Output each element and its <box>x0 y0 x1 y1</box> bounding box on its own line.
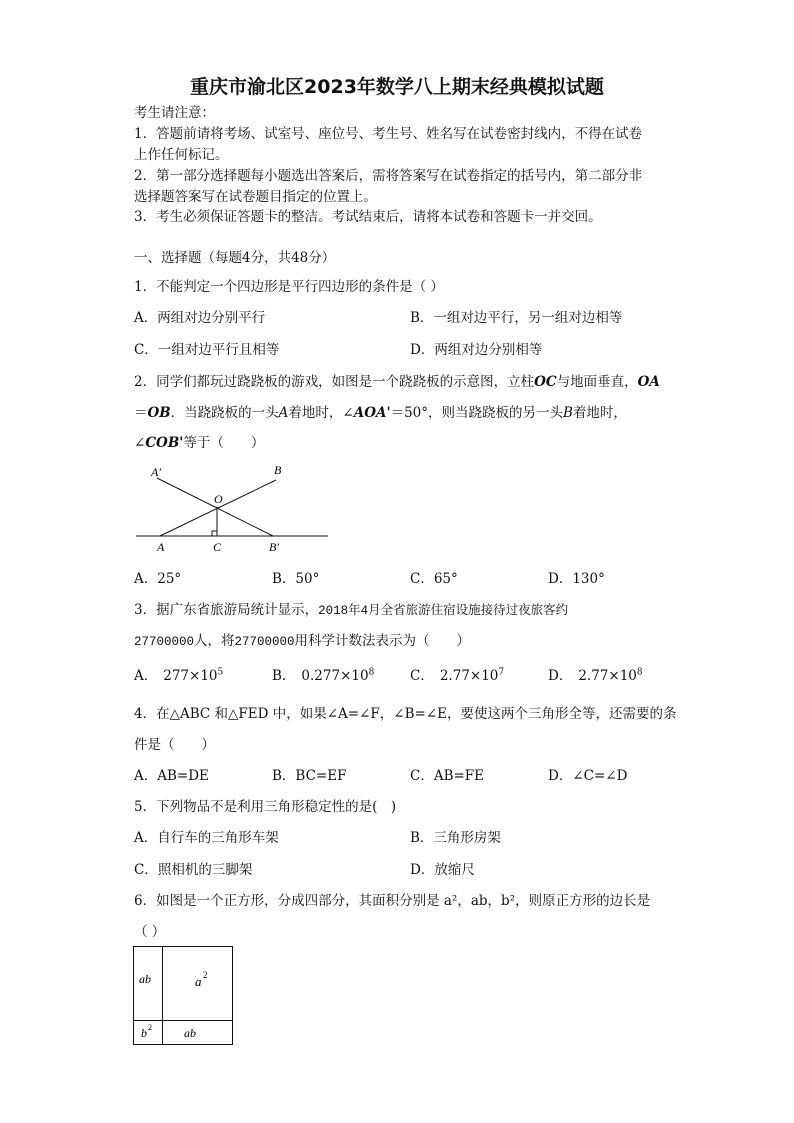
q6-stem-line-1: 6．如图是一个正方形，分成四部分，其面积分别是 a²，ab，b²，则原正方形的边长是 <box>134 893 651 909</box>
q2-stem-line-1 <box>134 370 660 390</box>
notice-line-5: 3．考生必须保证答题卡的整洁。考试结束后，请将本试卷和答题卡一并交回。 <box>134 209 602 225</box>
q2-stem-line-3 <box>134 431 264 451</box>
q3-option-a <box>134 664 223 684</box>
q2-a: A <box>278 405 289 421</box>
q2-oc: OC <box>534 374 557 390</box>
q4-option-c: C．AB=FE <box>410 768 485 784</box>
q1-option-d: D．两组对边分别相等 <box>410 342 543 358</box>
q4-option-d: D．∠C=∠D <box>548 768 628 784</box>
q3-option-b <box>272 664 374 684</box>
q3-option-label: A． <box>134 668 158 684</box>
q1-option-b: B．一组对边平行，另一组对边相等 <box>410 310 623 326</box>
q3-option-value: 277×10 <box>163 668 218 684</box>
q3-option-exponent: 8 <box>368 667 375 678</box>
label-o: O <box>214 492 223 506</box>
q2-text: ＝ <box>134 405 148 421</box>
notice-line-3: 2．第一部分选择题每小题选出答案后，需将答案写在试卷指定的括号内，第二部分非 <box>134 168 643 184</box>
square-area-diagram <box>133 946 234 1046</box>
q3-option-label: D． <box>548 668 573 684</box>
label-b: B <box>274 463 282 477</box>
q2-text: ．当跷跷板的一头 <box>170 405 279 421</box>
right-angle-mark <box>212 531 217 536</box>
q2-oa: OA <box>637 374 660 390</box>
q3-text: 2018年4月全省旅游住宿设施接待过夜旅客约 <box>318 604 569 618</box>
cell-bottom-right-ab: ab <box>184 1026 196 1040</box>
seesaw-diagram <box>130 460 335 560</box>
notice-line-2: 上作任何标记。 <box>134 147 229 163</box>
q3-option-d <box>548 664 643 684</box>
q5-option-d: D．放缩尺 <box>410 862 475 878</box>
label-a: A <box>157 540 165 554</box>
q3-option-value: 2.77×10 <box>578 668 637 684</box>
q5-option-b: B．三角形房架 <box>410 830 501 846</box>
q2-ob: OB <box>147 405 171 421</box>
q3-number: 27700000 <box>134 635 195 649</box>
cell-top-left-ab: ab <box>139 972 151 986</box>
q2-cob: COB' <box>145 435 184 451</box>
q3-option-value: 2.77×10 <box>439 668 499 684</box>
q3-text: 3．据广东省旅游局统计显示， <box>134 602 319 618</box>
label-c: C <box>213 540 222 554</box>
q2-text: 着地时，∠ <box>288 405 354 421</box>
q1-option-a: A．两组对边分别平行 <box>134 310 266 326</box>
q4-stem-line-2: 件是（ ） <box>134 737 215 753</box>
cell-top-right-a2: a <box>195 974 202 989</box>
notice-line-1: 1．答题前请将考场、试室号、座位号、考生号、姓名写在试卷密封线内，不得在试卷 <box>134 126 643 142</box>
cell-top-right-exponent: 2 <box>203 970 208 980</box>
q2-stem-line-2 <box>134 401 627 421</box>
q3-option-exponent: 5 <box>217 667 224 678</box>
q4-option-b: B．BC=EF <box>272 768 347 784</box>
notice-heading: 考生请注意： <box>134 105 215 121</box>
q3-option-exponent: 7 <box>498 667 505 678</box>
notice-line-4: 选择题答案写在试卷题目指定的位置上。 <box>134 189 377 205</box>
q3-option-exponent: 8 <box>636 667 643 678</box>
q3-option-c <box>410 664 504 684</box>
q2-b: B <box>563 405 573 421</box>
q3-option-label: B． <box>272 668 296 684</box>
q1-option-c: C．一组对边平行且相等 <box>134 342 280 358</box>
q2-text: ＝50°，则当跷跷板的另一头 <box>390 405 564 421</box>
q2-text: 着地时， <box>572 405 627 421</box>
q5-option-c: C．照相机的三脚架 <box>134 862 253 878</box>
q3-option-value: 0.277×10 <box>301 668 369 684</box>
q4-stem-line-1: 4．在△ABC 和△FED 中，如果∠A=∠F，∠B=∠E，要使这两个三角形全等，还需要的条 <box>134 706 677 722</box>
q3-stem-line-2 <box>134 629 470 649</box>
label-b-prime: B′ <box>269 540 279 554</box>
q3-number: 27700000 <box>234 635 295 649</box>
q3-stem-line-1 <box>134 598 568 618</box>
q3-text: 用科学计数法表示为（ ） <box>294 633 471 649</box>
q2-option-b: B．50° <box>272 571 320 587</box>
section-heading: 一、选择题（每题4分，共48分） <box>134 250 336 266</box>
seesaw-board-a-prime-b-prime <box>157 478 273 536</box>
q6-stem-line-2: （ ） <box>134 924 166 940</box>
q2-text: 2．同学们都玩过跷跷板的游戏，如图是一个跷跷板的示意图，立柱 <box>134 374 535 390</box>
label-a-prime: A′ <box>151 465 161 479</box>
cell-bottom-left-b2: b <box>141 1026 147 1040</box>
q2-aoa: AOA' <box>353 405 391 421</box>
q2-option-d: D．130° <box>548 571 605 587</box>
q5-stem: 5．下列物品不是利用三角形稳定性的是( ) <box>134 799 397 815</box>
q2-text: 等于（ ） <box>183 435 265 451</box>
q1-stem: 1．不能判定一个四边形是平行四边形的条件是（ ） <box>134 279 444 295</box>
q2-option-a: A．25° <box>134 571 182 587</box>
q3-text: 人，将 <box>194 633 235 649</box>
q5-option-a: A．自行车的三角形车架 <box>134 830 279 846</box>
q4-option-a: A．AB=DE <box>134 768 209 784</box>
page-title: 重庆市渝北区2023年数学八上期末经典模拟试题 <box>190 76 604 98</box>
cell-bottom-left-exponent: 2 <box>148 1023 152 1032</box>
q2-text: ∠ <box>134 435 146 451</box>
q3-option-label: C． <box>410 668 434 684</box>
q2-option-c: C．65° <box>410 571 458 587</box>
q2-text: 与地面垂直， <box>556 374 638 390</box>
